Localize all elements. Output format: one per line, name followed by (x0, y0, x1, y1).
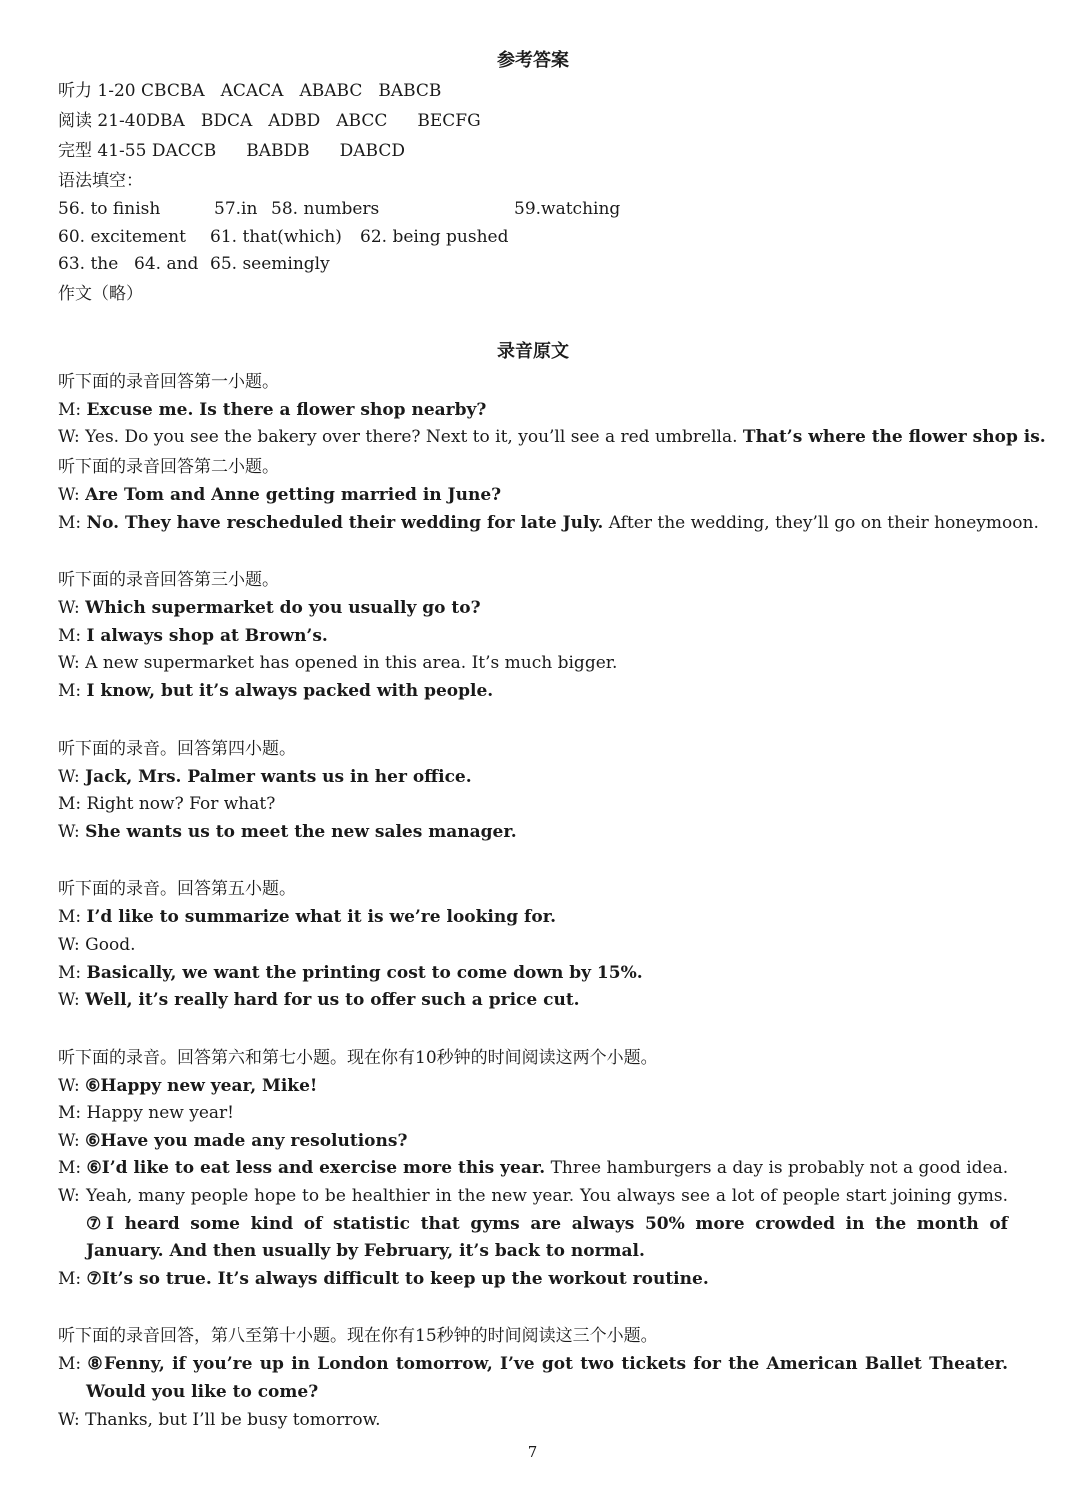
writing-note: 作文（略） (58, 283, 143, 304)
dialogue-line: M: I know, but it’s always packed with people. (58, 680, 494, 701)
grammar-row: 60. excitement 61. that(which) 62. being pushed (58, 226, 509, 247)
listening-answers: 听力 1-20 CBCBA ACACA ABABC BABCB (58, 81, 442, 101)
dialogue-line: M: I’d like to summarize what it is we’re looking for. (58, 907, 557, 928)
grammar-row: 56. to finish 57.in 58. numbers 59.watching (58, 199, 621, 219)
dialogue-line: W: Good. (58, 934, 136, 955)
reading-label: 阅读 21-40 (58, 111, 147, 131)
dialogue-line: W: ⑥Happy new year, Mike! (58, 1075, 318, 1096)
dialogue-line: W: She wants us to meet the new sales manager. (58, 821, 517, 842)
dialogue-line: W: Yeah, many people hope to be healthier in the new year. You always see a lot of people start joining gyms. ⑦I heard some kind of statistic that gyms are always 50% more crowded in the month of January. And then usually by February, it’s back to normal. (58, 1186, 1008, 1262)
document-page (58, 40, 1046, 1434)
dialogue-line: M: No. They have rescheduled their wedding for late July. After the wedding, they’ll go on their honeymoon. (58, 512, 1039, 533)
section-prompt: 听下面的录音回答第三小题。 (58, 570, 279, 591)
dialogue-line: W: ⑥Have you made any resolutions? (58, 1130, 408, 1151)
dialogue-line: W: Well, it’s really hard for us to offer such a price cut. (58, 990, 580, 1011)
dialogue-line: M: Happy new year! (58, 1103, 235, 1124)
page-number: 7 (527, 1443, 538, 1461)
grammar-label: 语法填空： (58, 171, 143, 191)
dialogue-line: W: Which supermarket do you usually go to? (58, 598, 481, 619)
question-mark-8: ⑧ (86, 1354, 104, 1375)
dialogue-line: W: Thanks, but I’ll be busy tomorrow. (58, 1409, 381, 1430)
cloze-answers: 完型 41-55 DACCB BABDB DABCD (58, 141, 405, 161)
cloze-label: 完型 41-55 (58, 141, 147, 161)
question-mark-6: ⑥ (85, 1130, 101, 1151)
question-mark-7: ⑦ (86, 1268, 102, 1289)
dialogue-line: W: Yes. Do you see the bakery over there? Next to it, you’ll see a red umbrella. That’s where the flower shop is. (58, 427, 1046, 448)
section-prompt: 听下面的录音。回答第六和第七小题。现在你有10秒钟的时间阅读这两个小题。 (58, 1047, 658, 1068)
listening-label: 听力 1-20 (58, 81, 136, 101)
dialogue-line: M: Right now? For what? (58, 794, 276, 815)
dialogue-line: M: ⑥I’d like to eat less and exercise more this year. Three hamburgers a day is probably not a good idea. (58, 1158, 1009, 1179)
section-prompt: 听下面的录音。回答第五小题。 (58, 879, 296, 900)
section-prompt: 听下面的录音回答第二小题。 (58, 456, 279, 477)
dialogue-line: W: Jack, Mrs. Palmer wants us in her office. (58, 766, 472, 787)
grammar-row: 63. the 64. and 65. seemingly (58, 254, 330, 275)
dialogue-line: M: ⑦It’s so true. It’s always difficult to keep up the workout routine. (58, 1268, 709, 1289)
section-prompt: 听下面的录音回答，第八至第十小题。现在你有15秒钟的时间阅读这三个小题。 (58, 1326, 658, 1347)
question-mark-6: ⑥ (85, 1075, 101, 1096)
dialogue-line: W: Are Tom and Anne getting married in June? (58, 484, 502, 505)
answers-title: 参考答案 (497, 50, 569, 71)
reading-answers: 阅读 21-40DBA BDCA ADBD ABCC BECFG (58, 111, 481, 131)
question-mark-7: ⑦ (86, 1213, 106, 1234)
question-mark-6: ⑥ (86, 1158, 102, 1179)
dialogue-line: M: I always shop at Brown’s. (58, 625, 328, 646)
dialogue-line: W: A new supermarket has opened in this area. It’s much bigger. (58, 653, 618, 674)
transcript-title: 录音原文 (497, 340, 569, 362)
dialogue-line: M: Basically, we want the printing cost to come down by 15%. (58, 962, 643, 983)
dialogue-line: M: ⑧Fenny, if you’re up in London tomorrow, I’ve got two tickets for the American Ballet Theater. Would you like to come? (58, 1354, 1008, 1403)
section-prompt: 听下面的录音。回答第四小题。 (58, 738, 296, 759)
dialogue-line: M: Excuse me. Is there a flower shop nearby? (58, 399, 487, 420)
section-prompt: 听下面的录音回答第一小题。 (58, 371, 279, 392)
